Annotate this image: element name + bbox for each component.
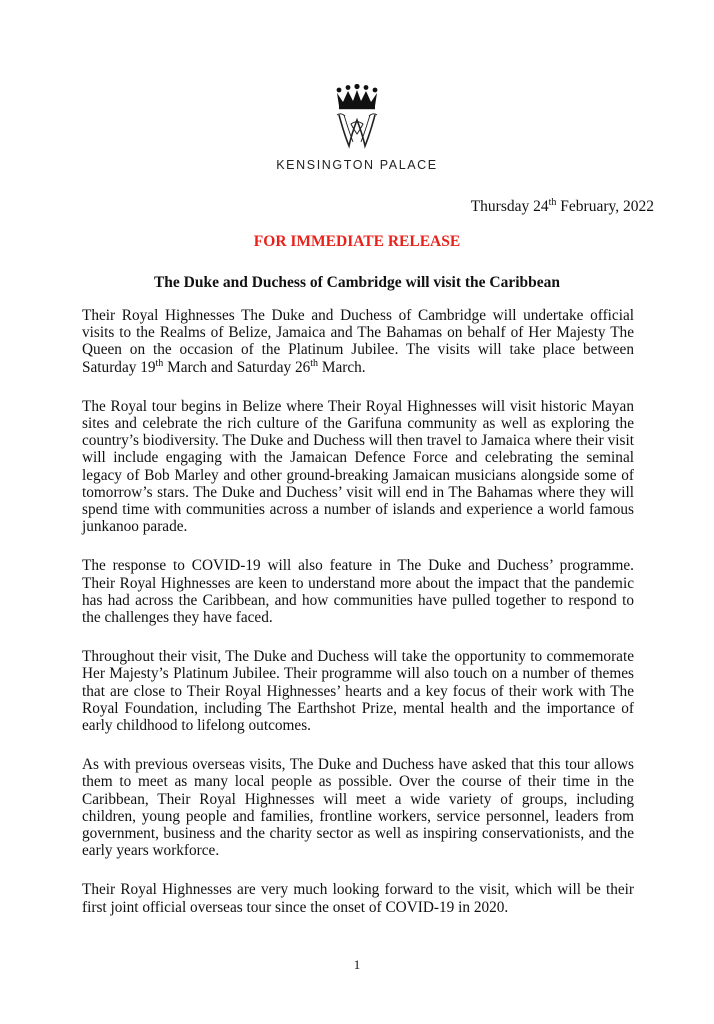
paragraph-4: Throughout their visit, The Duke and Duchess will take the opportunity to commemorate Her Majesty’s Platinum Jubilee. Their programme will also touch on a number of themes that are close to Their Royal Highnesses’ hearts and a key focus of their work with The Royal Foundation, including The Earthshot Prize, mental health and the importance of early childhood to lifelong outcomes.	[82, 648, 634, 735]
release-date	[471, 198, 654, 216]
paragraph-1	[82, 307, 634, 376]
paragraph-2: The Royal tour begins in Belize where Their Royal Highnesses will visit historic Mayan sites and celebrate the rich culture of the Garifuna community as well as exploring the country’s biodiversity. The Duke and Duchess will then travel to Jamaica where their visit will include engaging with the Jamaican Defence Force and celebrating the seminal legacy of Bob Marley and other ground-breaking Jamaican musicians alongside some of tomorrow’s stars. The Duke and Duchess’ visit will end in The Bahamas where they will spend time with communities across a number of islands and experience a world famous junkanoo parade.	[82, 397, 634, 536]
press-release-headline: The Duke and Duchess of Cambridge will visit the Caribbean	[153, 274, 561, 291]
royal-cipher-crown-icon	[331, 84, 383, 152]
body-text	[82, 307, 634, 938]
paragraph-3: The response to COVID-19 will also feature in The Duke and Duchess’ programme. Their Royal Highnesses are keen to understand more about the impact that the pandemic has had across the Caribbean, and how communities have pulled together to respond to the challenges they have faced.	[82, 557, 634, 627]
paragraph-1-text-a: Their Royal Highnesses The Duke and Duchess of Cambridge will undertake official visits to the Realms of Belize, Jamaica and The Bahamas on behalf of Her Majesty The Queen on the occasion of the Platinum Jubilee. The visits will take place between Saturday 19	[82, 307, 634, 376]
date-ordinal: th	[548, 196, 557, 208]
paragraph-1-text-c: March.	[318, 358, 366, 376]
paragraph-1-text-b: March and Saturday 26	[163, 358, 311, 376]
date-prefix: Thursday 24	[470, 198, 549, 215]
paragraph-1-ordinal-1: th	[155, 357, 164, 369]
immediate-release-label: FOR IMMEDIATE RELEASE	[253, 233, 461, 250]
page-number: 1	[353, 957, 361, 972]
paragraph-5: As with previous overseas visits, The Duke and Duchess have asked that this tour allows them to meet as many local people as possible. Over the course of their time in the Caribbean, Their Royal Highnesses will meet a wide variety of groups, including children, young people and families, frontline workers, service personnel, leaders from government, business and the charity sector as well as inspiring conservationists, and the early years workforce.	[82, 756, 634, 860]
organization-name: KENSINGTON PALACE	[276, 158, 438, 172]
date-rest: February, 2022	[556, 198, 654, 215]
letterhead	[0, 84, 714, 172]
paragraph-6: Their Royal Highnesses are very much looking forward to the visit, which will be their first joint official overseas tour since the onset of COVID-19 in 2020.	[82, 881, 634, 916]
paragraph-1-ordinal-2: th	[310, 357, 319, 369]
